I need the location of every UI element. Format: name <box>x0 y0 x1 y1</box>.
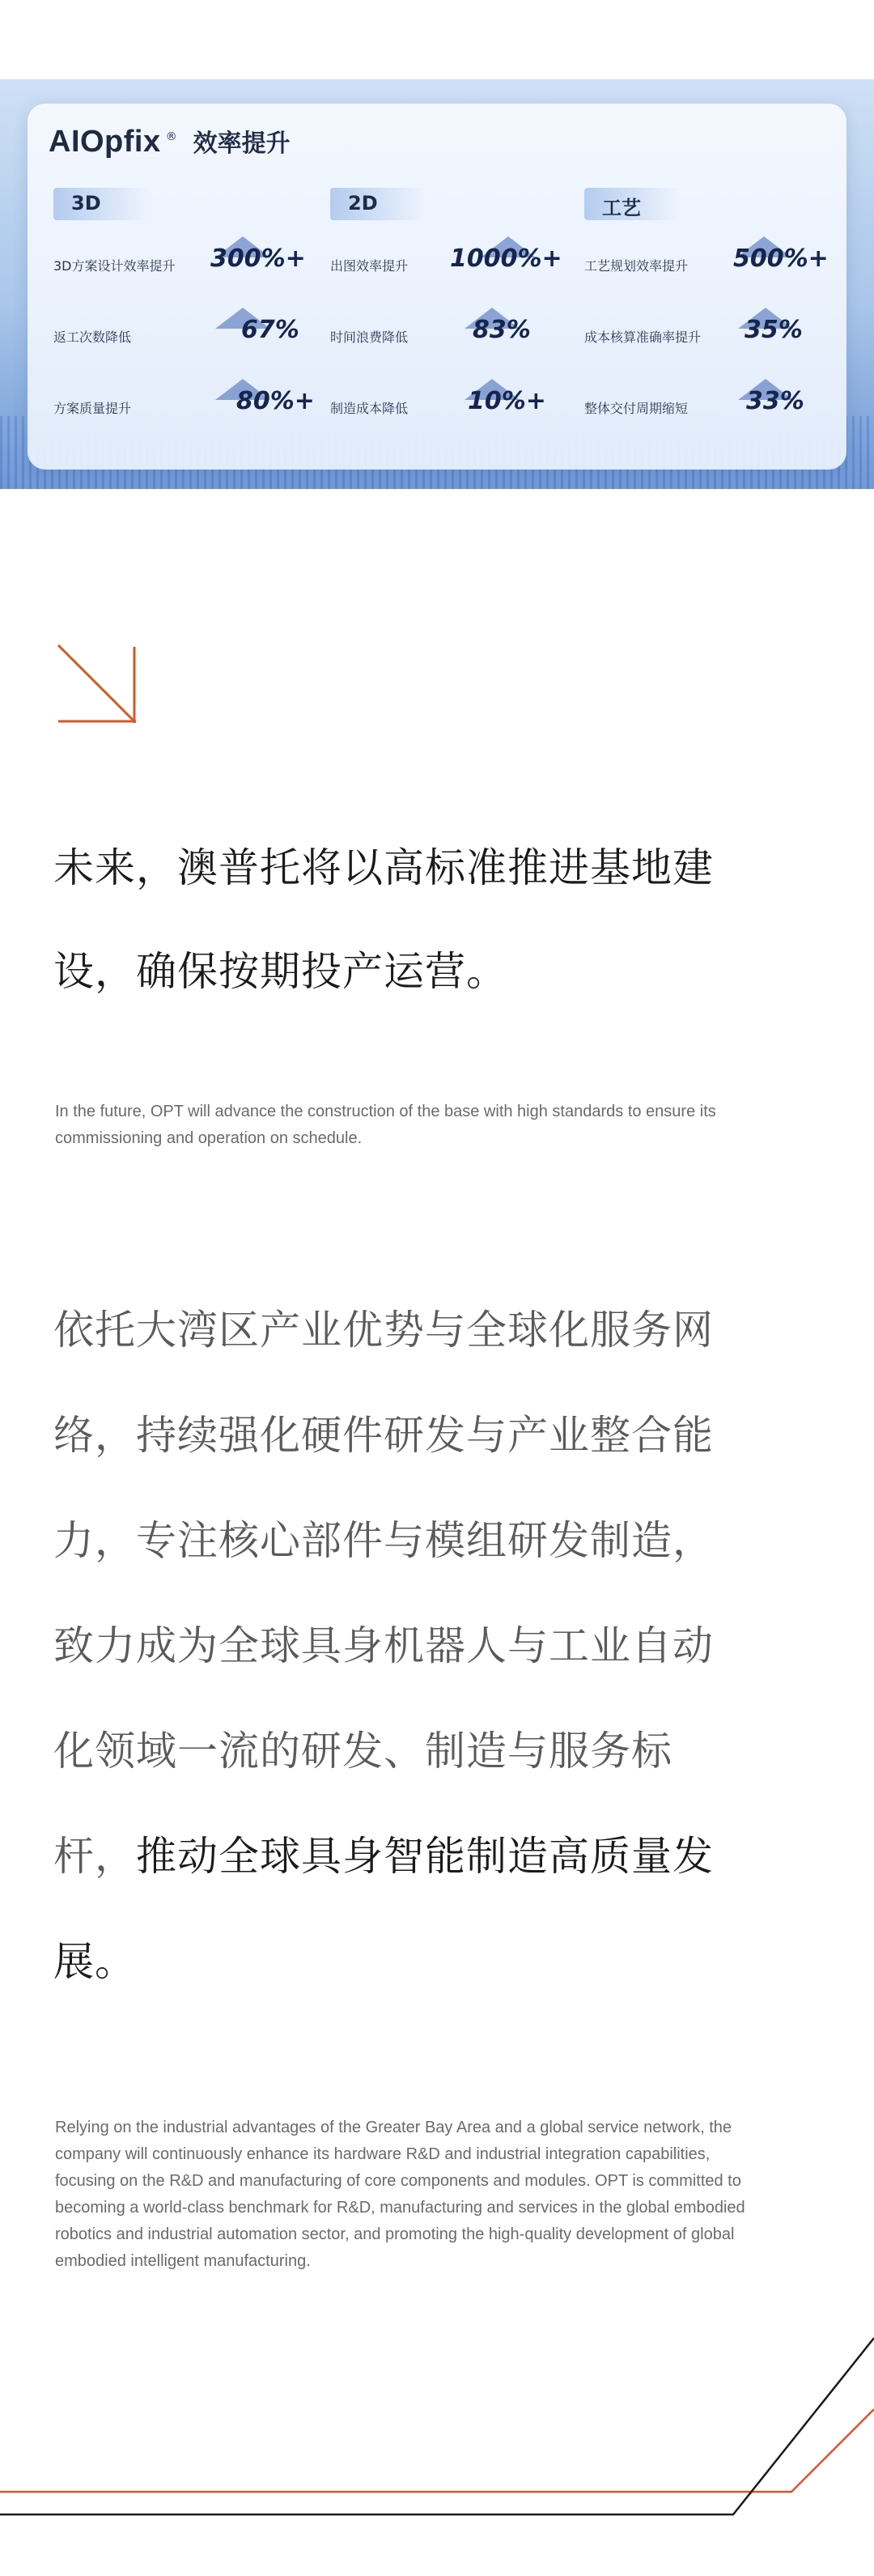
paragraph-line: 致力成为全球具身机器人与工业自动 <box>53 1622 714 1669</box>
metric-label: 成本核算准确率提升 <box>584 329 702 345</box>
column-header-label: 3D <box>71 192 101 215</box>
column-3d <box>53 188 315 455</box>
heading-line: 未来，澳普托将以高标准推进基地建 <box>53 844 714 891</box>
metric-label: 方案质量提升 <box>53 401 132 416</box>
english-translation: In the future, OPT will advance the construction of the base with high standards to ensure its commissioning and operation on schedule. <box>55 1103 716 1147</box>
column-header <box>53 188 151 220</box>
metric-row <box>53 379 315 436</box>
metric-label: 工艺规划效率提升 <box>584 258 689 274</box>
paragraph-text: 杆， <box>53 1833 136 1880</box>
emphasis-text: 推动全球具身智能制造高质量发 <box>136 1833 714 1880</box>
section-heading <box>53 816 798 1023</box>
column-header <box>330 188 427 220</box>
metric-row <box>330 308 581 364</box>
decorative-lines <box>0 2332 874 2576</box>
paragraph-line <box>53 1909 806 2014</box>
metric-value: 300%+ <box>210 244 306 273</box>
metric-label: 制造成本降低 <box>330 401 409 416</box>
metric-row <box>330 379 581 436</box>
metric-row <box>53 236 304 293</box>
column-2d <box>330 188 581 455</box>
paragraph-line <box>53 1804 806 1909</box>
english-translation: Relying on the industrial advantages of the Greater Bay Area and a global service network, the company will continuously enhance its hardware R&D and industrial integration capabilities, focusing on the R&D and manufacturing of core components and modules. OPT is committed to becoming a world-class benchmark for R&D, manufacturing and services in the global embodied robotics and industrial automation sector, and promoting the high-quality development of global embodied intelligent manufacturing. <box>55 2119 745 2270</box>
metric-value: 83% <box>473 316 531 344</box>
body-paragraph <box>53 1277 806 2014</box>
metric-value: 10%+ <box>468 387 546 415</box>
metric-label: 出图效率提升 <box>330 258 409 274</box>
metric-value: 33% <box>746 387 804 415</box>
banner-title: 效率提升 <box>193 130 291 158</box>
metric-row <box>584 379 835 436</box>
paragraph-line: 化领域一流的研发、制造与服务标 <box>53 1728 672 1775</box>
metric-value: 1000%+ <box>450 244 562 273</box>
metric-row <box>584 236 835 293</box>
metric-label: 整体交付周期缩短 <box>584 401 689 416</box>
metric-value: 35% <box>745 316 803 344</box>
metric-row <box>53 308 304 364</box>
metric-row <box>584 308 835 364</box>
metric-label: 3D方案设计效率提升 <box>53 258 176 274</box>
paragraph-line: 络，持续强化硬件研发与产业整合能 <box>53 1412 714 1459</box>
registered-mark: ® <box>165 130 177 143</box>
paragraph-line: 依托大湾区产业优势与全球化服务网 <box>53 1307 714 1354</box>
efficiency-banner <box>0 79 874 489</box>
heading-line: 设，确保按期投产运营。 <box>53 948 507 995</box>
metric-row <box>330 236 581 293</box>
metric-value: 500%+ <box>733 244 829 273</box>
brand-header <box>49 123 291 159</box>
column-header <box>584 188 681 220</box>
metric-label: 时间浪费降低 <box>330 329 409 345</box>
brand-logo: AIOpfix <box>49 125 161 159</box>
efficiency-card <box>28 104 846 470</box>
arrow-down-right-icon <box>55 642 139 726</box>
column-header-label: 工艺 <box>602 197 641 219</box>
paragraph-line: 力，专注核心部件与模组研发制造， <box>53 1517 714 1564</box>
metric-value: 67% <box>241 316 299 344</box>
emphasis-text: 展。 <box>53 1938 136 1985</box>
metric-label: 返工次数降低 <box>53 329 132 345</box>
column-process <box>584 188 835 455</box>
metric-value: 80%+ <box>236 387 315 415</box>
column-header-label: 2D <box>348 192 378 215</box>
